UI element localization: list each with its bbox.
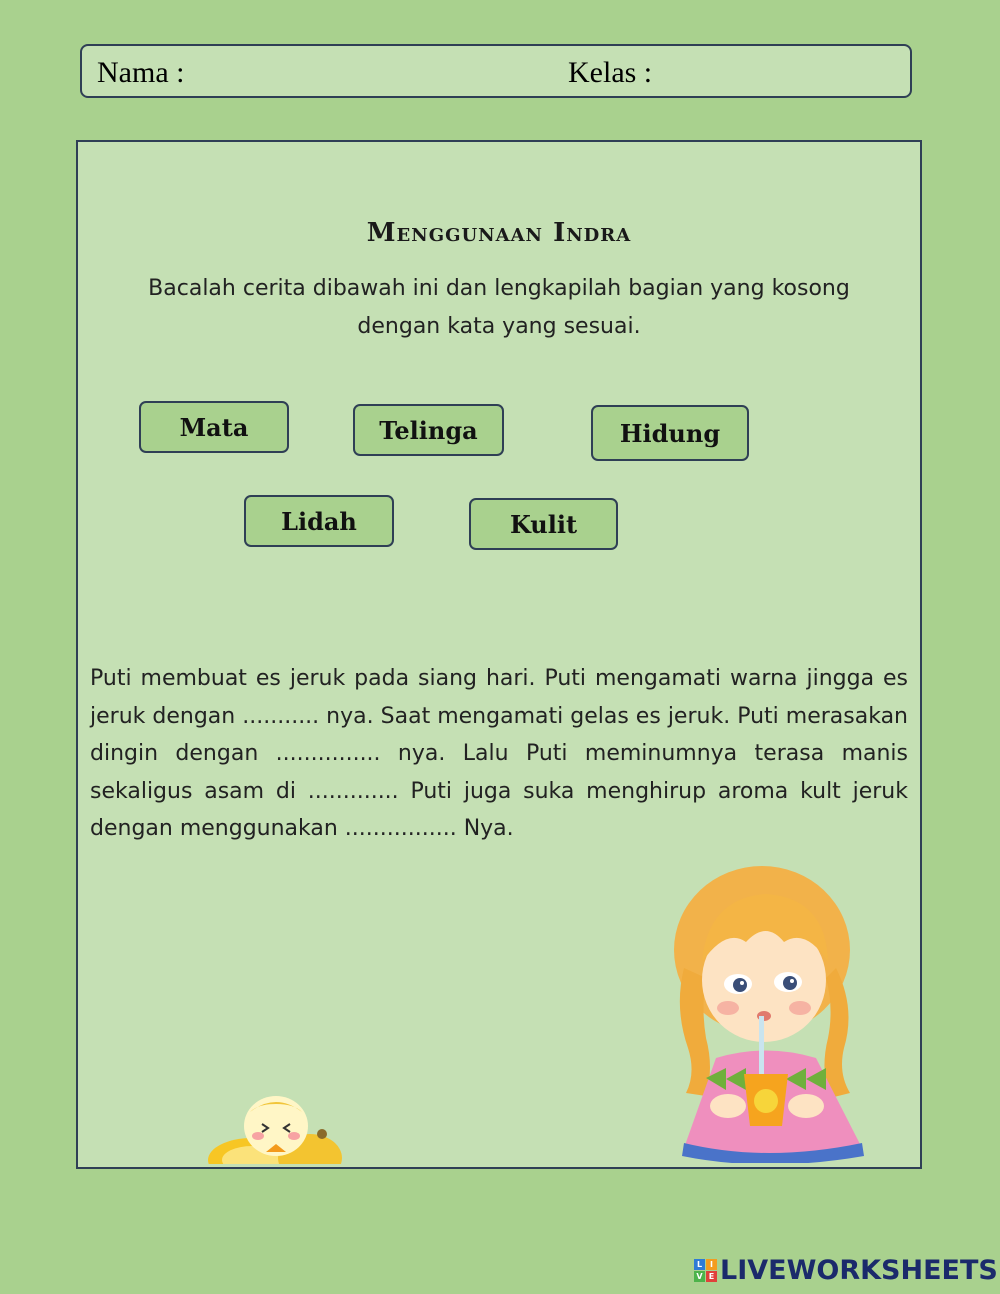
worksheet-panel bbox=[76, 140, 922, 1169]
word-option-kulit[interactable]: Kulit bbox=[469, 498, 618, 550]
word-option-lidah[interactable]: Lidah bbox=[244, 495, 394, 547]
logo-block-e: E bbox=[706, 1271, 717, 1282]
worksheet-instruction: Bacalah cerita dibawah ini dan lengkapilah bagian yang kosong dengan kata yang sesuai. bbox=[148, 276, 850, 339]
worksheet-title: Menggunaan Indra bbox=[366, 218, 632, 248]
logo-block-l: L bbox=[694, 1259, 705, 1270]
liveworksheets-logo-blocks bbox=[694, 1259, 717, 1282]
story-paragraph: Puti membuat es jeruk pada siang hari. Puti mengamati warna jingga es jeruk dengan ........... nya. Saat mengamati gelas es jeruk. Puti merasakan dingin dengan ............... nya. Lalu Puti meminumnya terasa manis sekaligus asam di ............. Puti juga suka menghirup aroma kult jeruk dengan menggunakan ................ Nya. bbox=[90, 666, 908, 841]
logo-block-v: V bbox=[694, 1271, 705, 1282]
word-option-mata[interactable]: Mata bbox=[139, 401, 289, 453]
liveworksheets-logo-text: LIVEWORKSHEETS bbox=[720, 1254, 998, 1286]
word-option-telinga[interactable]: Telinga bbox=[353, 404, 504, 456]
girl-drinking-illustration bbox=[666, 858, 876, 1163]
name-label: Nama : bbox=[97, 56, 185, 89]
liveworksheets-logo bbox=[694, 1255, 998, 1285]
name-class-bar bbox=[80, 44, 912, 98]
logo-block-i: I bbox=[706, 1259, 717, 1270]
word-option-hidung[interactable]: Hidung bbox=[591, 405, 749, 461]
class-label: Kelas : bbox=[568, 56, 653, 89]
lemon-character-illustration bbox=[206, 1092, 346, 1164]
